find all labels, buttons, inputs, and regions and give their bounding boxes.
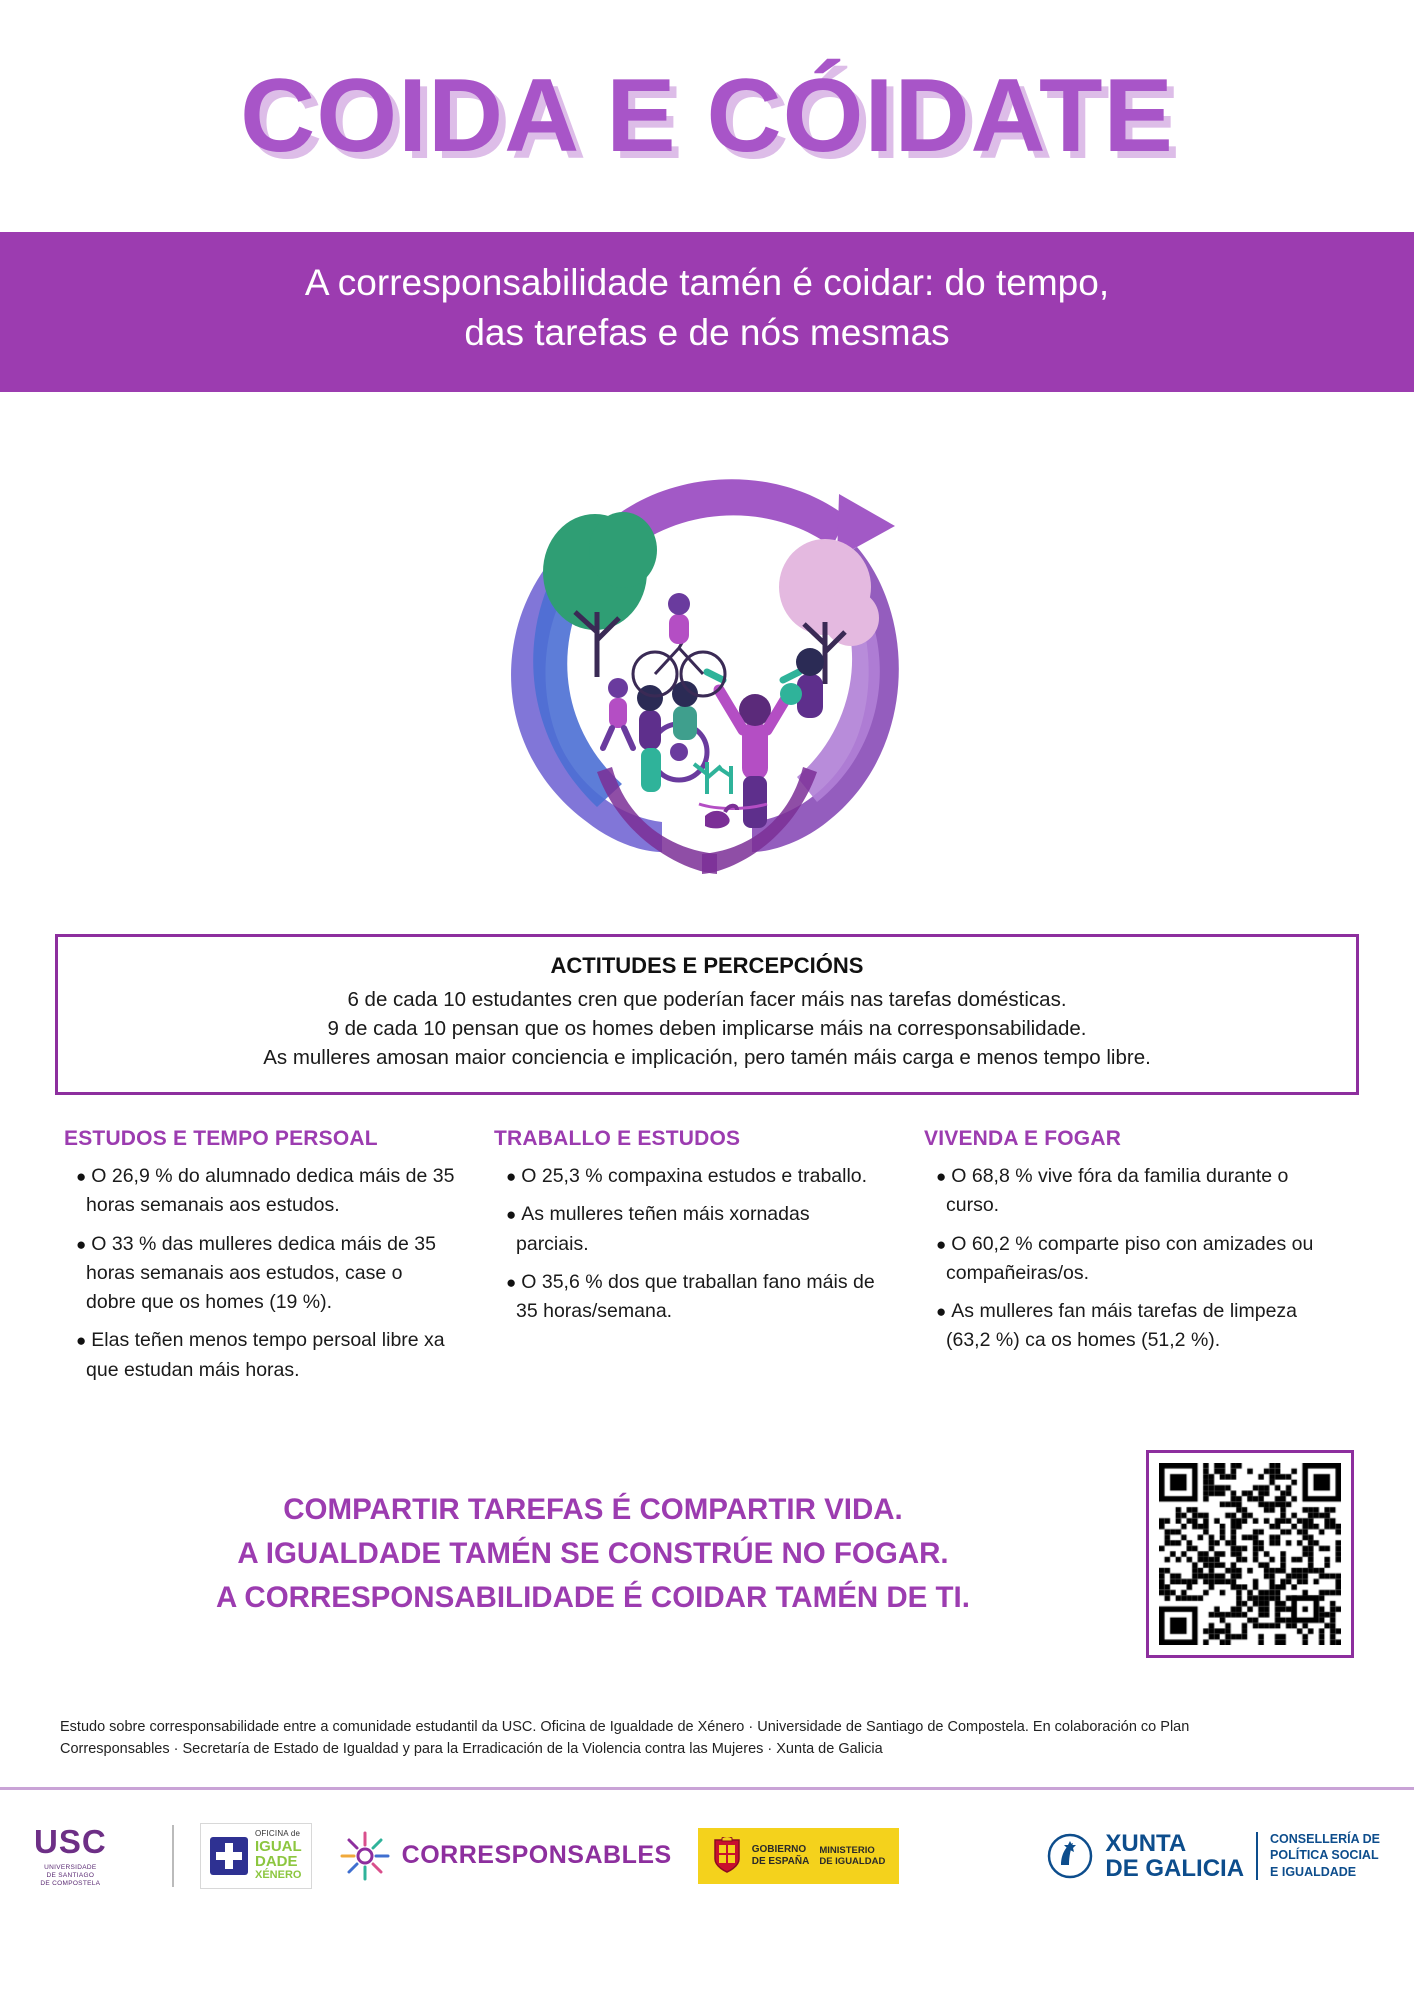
gobierno-de-espana-logo [698, 1828, 900, 1884]
xunta-divider [1256, 1832, 1258, 1880]
xunta-emblem-icon [1047, 1833, 1093, 1879]
list-item [64, 1162, 456, 1221]
ministerio-line-1: MINISTERIO [819, 1844, 875, 1856]
qr-code[interactable] [1146, 1450, 1354, 1658]
highlight-title: ACTITUDES E PERCEPCIÓNS [550, 952, 864, 978]
logo-divider [172, 1825, 174, 1887]
highlight-line-2: 9 de cada 10 pensan que os homes deben implicarse máis na corresponsabilidade. [327, 1016, 1087, 1040]
title-band [0, 0, 1414, 232]
usc-acronym: USC [34, 1823, 107, 1861]
gobierno-line-2: DE ESPAÑA [751, 1855, 810, 1867]
corresponsables-wordmark: CORRESPONSABLES [401, 1841, 672, 1870]
usc-line-2: DE SANTIAGO [46, 1872, 95, 1880]
list-item-text: O 35,6 % dos que traballan fano máis de 35 horas/semana. [516, 1270, 875, 1323]
illustration-section [0, 392, 1414, 922]
highlight-line-3: As mulleres amosan maior conciencia e implicación, pero tamén máis carga e menos tempo libre. [263, 1046, 1151, 1070]
list-item [924, 1230, 1316, 1289]
bullet-dot: ● [506, 1272, 517, 1292]
oficina-igualdade-logo [200, 1823, 312, 1888]
bullet-dot: ● [76, 1234, 87, 1254]
list-item [494, 1268, 886, 1327]
list-item-text: O 68,8 % vive fóra da familia durante o curso. [946, 1165, 1289, 1217]
starburst-icon [338, 1829, 392, 1883]
highlight-box [55, 934, 1359, 1095]
spain-coat-of-arms-icon [712, 1837, 742, 1875]
conselleria-line-1: CONSELLERÍA DE [1270, 1831, 1380, 1846]
list-item-text: Elas teñen menos tempo persoal libre xa que estudan máis horas. [86, 1329, 445, 1381]
care-circle-illustration [447, 422, 967, 892]
ministerio-line-2: DE IGUALDAD [819, 1855, 886, 1867]
slogan-row [60, 1450, 1354, 1658]
bullet-dot: ● [936, 1167, 947, 1187]
list-item-text: As mulleres fan máis tarefas de limpeza (63,2 %) ca os homes (51,2 %). [946, 1300, 1298, 1352]
column-traballo-e-estudos [494, 1127, 886, 1394]
list-item [924, 1297, 1316, 1356]
xunta-line-1: XUNTA [1105, 1829, 1187, 1857]
bullet-dot: ● [76, 1167, 87, 1187]
list-item-text: O 25,3 % compaxina estudos e traballo. [521, 1165, 868, 1188]
list-item [494, 1162, 886, 1191]
subtitle-band [0, 232, 1414, 392]
list-item-text: O 60,2 % comparte piso con amizades ou compañeiras/os. [946, 1232, 1314, 1284]
list-item-text: O 33 % das mulleres dedica máis de 35 horas semanais aos estudos, case o dobre que os homes (19 %). [86, 1232, 436, 1314]
oficina-line-1: OFICINA de [255, 1829, 301, 1839]
credits-line-1: Estudo sobre corresponsabilidade entre a comunidade estudantil da USC. Oficina de Igualdade de Xénero · Universidade de Santiago de Compostela. En colaboración co Plan [60, 1718, 1190, 1735]
column-vivenda-e-fogar [924, 1127, 1316, 1394]
highlight-line-1: 6 de cada 10 estudantes cren que poderían facer máis nas tarefas domésticas. [347, 987, 1067, 1011]
oficina-line-3: DADE [255, 1853, 298, 1871]
list-item [64, 1326, 456, 1385]
column-title: VIVENDA E FOGAR [924, 1127, 1122, 1151]
list-item-text: O 26,9 % do alumnado dedica máis de 35 horas semanais aos estudos. [86, 1165, 455, 1217]
list-item [64, 1230, 456, 1318]
column-title: ESTUDOS E TEMPO PERSOAL [64, 1127, 378, 1151]
bullet-dot: ● [506, 1205, 517, 1225]
subtitle-line-1: A corresponsabilidade tamén é coidar: do tempo, [304, 262, 1110, 303]
column-title: TRABALLO E ESTUDOS [494, 1127, 741, 1151]
corresponsables-logo [338, 1829, 672, 1883]
bullet-dot: ● [506, 1167, 517, 1187]
column-estudos-e-tempo-persoal [64, 1127, 456, 1394]
page-title: COIDA E CÓIDATE [240, 58, 1174, 174]
footer-logos [0, 1790, 1414, 1922]
usc-logo [34, 1823, 146, 1888]
slogan-line-3: A CORRESPONSABILIDADE É COIDAR TAMÉN DE TI. [216, 1581, 970, 1615]
xunta-line-2: DE GALICIA [1105, 1854, 1245, 1882]
usc-line-1: UNIVERSIDADE [44, 1864, 97, 1872]
oficina-line-4: XÉNERO [255, 1869, 302, 1882]
oficina-line-2: IGUAL [255, 1837, 302, 1855]
conselleria-line-3: E IGUALDADE [1270, 1865, 1357, 1880]
credits-line-2: Corresponsables · Secretaría de Estado de Igualdad y para la Erradicación de la Violencia contra las Mujeres · Xunta de Galicia [60, 1741, 883, 1758]
qr-code-canvas[interactable] [1159, 1463, 1341, 1645]
gobierno-line-1: GOBIERNO [751, 1843, 807, 1855]
slogan-line-1: COMPARTIR TAREFAS É COMPARTIR VIDA. [283, 1492, 903, 1526]
list-item-text: As mulleres teñen máis xornadas parciais. [516, 1203, 810, 1255]
list-item [494, 1200, 886, 1259]
cross-icon [210, 1837, 248, 1875]
bullet-dot: ● [936, 1302, 947, 1322]
conselleria-line-2: POLÍTICA SOCIAL [1270, 1848, 1379, 1863]
bullet-dot: ● [936, 1234, 947, 1254]
usc-line-3: DE COMPOSTELA [40, 1880, 101, 1888]
slogan [60, 1488, 1146, 1621]
bullet-dot: ● [76, 1331, 87, 1351]
slogan-line-2: A IGUALDADE TAMÉN SE CONSTRÚE NO FOGAR. [237, 1536, 949, 1570]
subtitle-line-2: das tarefas e de nós mesmas [464, 311, 950, 353]
stats-columns [64, 1127, 1350, 1394]
list-item [924, 1162, 1316, 1221]
care-circle-svg [447, 422, 967, 892]
credits [60, 1716, 1354, 1761]
xunta-de-galicia-logo [1047, 1831, 1380, 1882]
